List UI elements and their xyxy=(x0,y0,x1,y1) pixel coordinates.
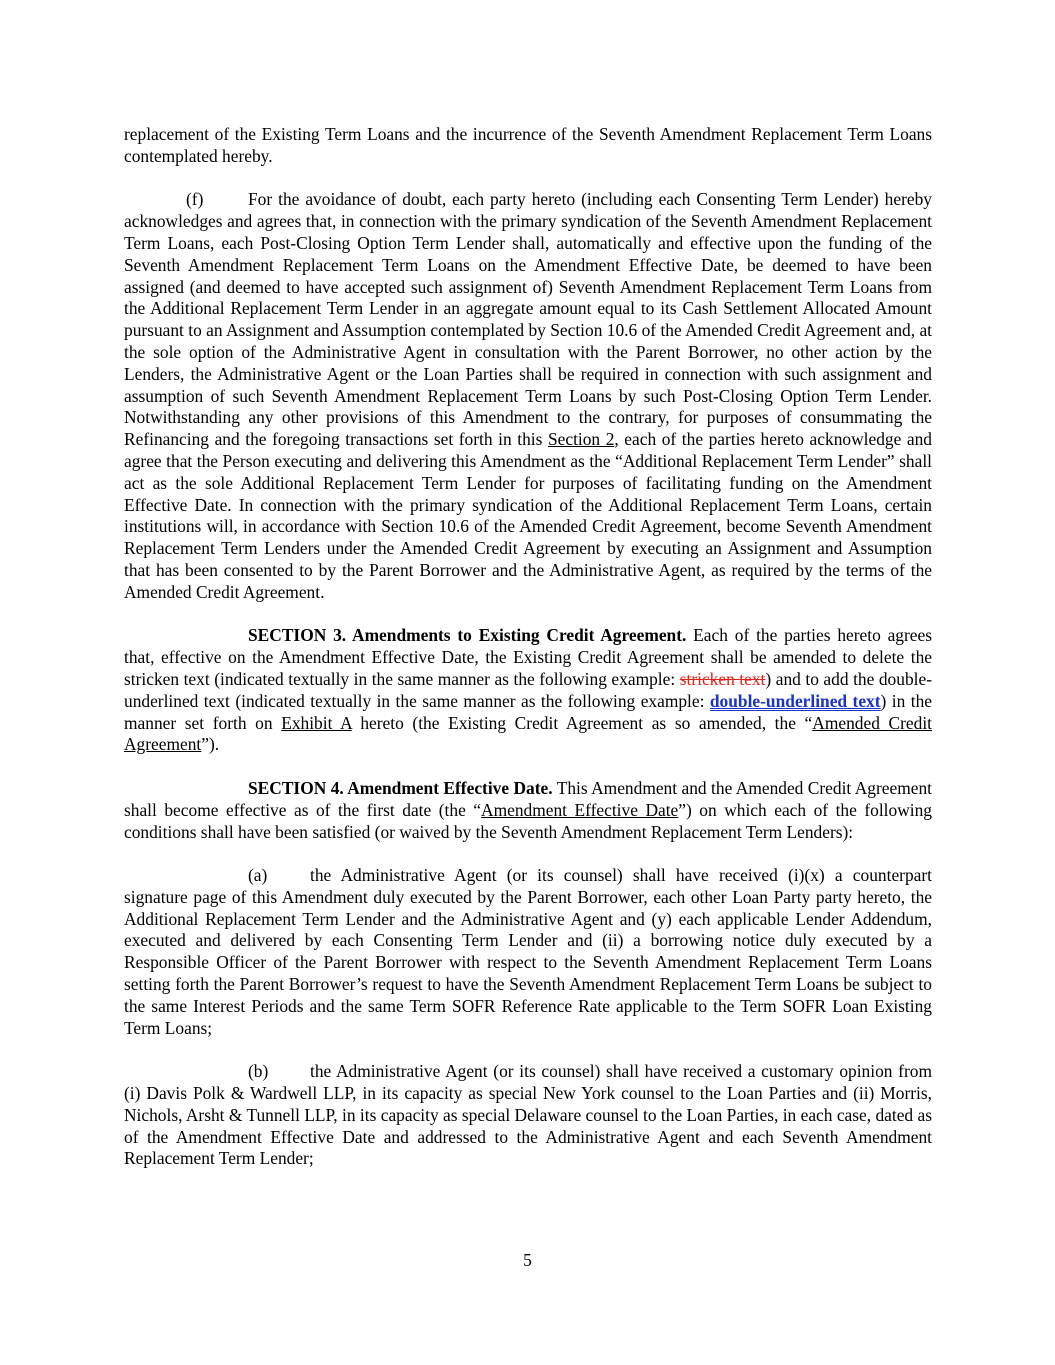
paragraph-label: (a) xyxy=(248,865,268,886)
section-heading: SECTION 4. Amendment Effective Date. xyxy=(248,777,553,798)
page-number: 5 xyxy=(523,1250,532,1270)
paragraph-text: replacement of the Existing Term Loans and the incurrence of the Seventh Amendment Replacement Term Loans contemplated hereby. xyxy=(124,124,932,166)
paragraph-text: Each of the parties hereto agrees that, effective on the Amendment Effective Date, the Existing Credit Agreement shall be amended to delete the stricken text (indicated textually in the same manner as the following example: xyxy=(124,625,933,689)
section-4 xyxy=(124,778,932,843)
paragraph-text: hereto (the Existing Credit Agreement as so amended, the “ xyxy=(351,712,813,733)
section-heading: SECTION 3. Amendments to Existing Credit Agreement. xyxy=(248,625,687,646)
double-underlined-text-example: double-underlined text xyxy=(709,690,881,711)
section-reference: Section 2 xyxy=(547,429,615,450)
paragraph-f xyxy=(124,189,932,603)
defined-term: Amended Credit Agreement xyxy=(124,712,932,755)
stricken-text-example: stricken text xyxy=(679,668,766,689)
paragraph-label: (b) xyxy=(248,1061,269,1082)
paragraph-text: the Administrative Agent (or its counsel) shall have received a customary opinion from (i) Davis Polk & Wardwell LLP, in its capacity as special New York counsel to the Loan Parties and (ii) Morris, Nichols, Arsht & Tunnell LLP, in its capacity as special Delaware counsel to the Loan Parties, in each case, dated as of the Amendment Effective Date and addressed to the Administrative Agent and each Seventh Amendment Replacement Term Lender; xyxy=(124,1061,932,1169)
paragraph-text: ”). xyxy=(201,734,220,755)
document-page xyxy=(124,124,932,1192)
paragraph-text: , each of the parties hereto acknowledge and agree that the Person executing and delivering this Amendment as the “Additional Replacement Term Lender” shall act as the sole Additional Replacement Term Lender for purposes of facilitating funding on the Amendment Effective Date. In connection with the primary syndication of the Additional Replacement Term Loans, certain institutions will, in accordance with Section 10.6 of the Amended Credit Agreement, become Seventh Amendment Replacement Term Lenders under the Amended Credit Agreement by executing an Assignment and Assumption that has been consented to by the Parent Borrower and the Administrative Agent, as required by the terms of the Amended Credit Agreement. xyxy=(124,429,932,602)
paragraph-text: For the avoidance of doubt, each party hereto (including each Consenting Term Lender) hereby acknowledges and agrees that, in connection with the primary syndication of the Seventh Amendment Replacement Term Loans, each Post-Closing Option Term Lender shall, automatically and effective upon the funding of the Seventh Amendment Replacement Term Loans on the Amendment Effective Date, be deemed to have been assigned (and deemed to have accepted such assignment of) Seventh Amendment Replacement Term Loans from the Additional Replacement Term Lender in an aggregate amount equal to its Cash Settlement Allocated Amount pursuant to an Assignment and Assumption contemplated by Section 10.6 of the Amended Credit Agreement and, at the sole option of the Administrative Agent in consultation with the Parent Borrower, no other action by the Lenders, the Administrative Agent or the Loan Parties shall be required in connection with such assignment and assumption of such Seventh Amendment Replacement Term Loans by such Post-Closing Option Term Lender. Notwithstanding any other provisions of this Amendment to the contrary, for purposes of consummating the Refinancing and the foregoing transactions set forth in this xyxy=(124,189,932,450)
paragraph-b xyxy=(124,1061,932,1170)
defined-term: Amendment Effective Date xyxy=(481,799,679,820)
paragraph-text: ) in the manner set forth on xyxy=(124,690,932,733)
paragraph-text: the Administrative Agent (or its counsel) shall have received (i)(x) a counterpart signature page of this Amendment duly executed by the Parent Borrower, each other Loan Party party hereto, the Additional Replacement Term Lender and the Administrative Agent and (y) each applicable Lender Addendum, executed and delivered by each Consenting Term Lender and (ii) a borrowing notice duly executed by a Responsible Officer of the Parent Borrower with respect to the Seventh Amendment Replacement Term Loans setting forth the Parent Borrower’s request to have the Seventh Amendment Replacement Term Loans be subject to the same Interest Periods and the same Term SOFR Reference Rate applicable to the Term SOFR Loan Existing Term Loans; xyxy=(124,865,932,1038)
paragraph-text: ”) on which each of the following conditions shall have been satisfied (or waived by the Seventh Amendment Replacement Term Lenders): xyxy=(124,799,932,842)
paragraph-text: ) and to add the double-underlined text (indicated textually in the same manner as the following example: xyxy=(124,668,932,711)
exhibit-reference: Exhibit A xyxy=(281,712,352,733)
section-3 xyxy=(124,625,932,756)
paragraph-label: (f) xyxy=(186,189,204,210)
paragraph-a xyxy=(124,865,932,1039)
paragraph-text: This Amendment and the Amended Credit Agreement shall become effective as of the first date (the “ xyxy=(124,777,932,820)
paragraph-continuation xyxy=(124,124,932,168)
